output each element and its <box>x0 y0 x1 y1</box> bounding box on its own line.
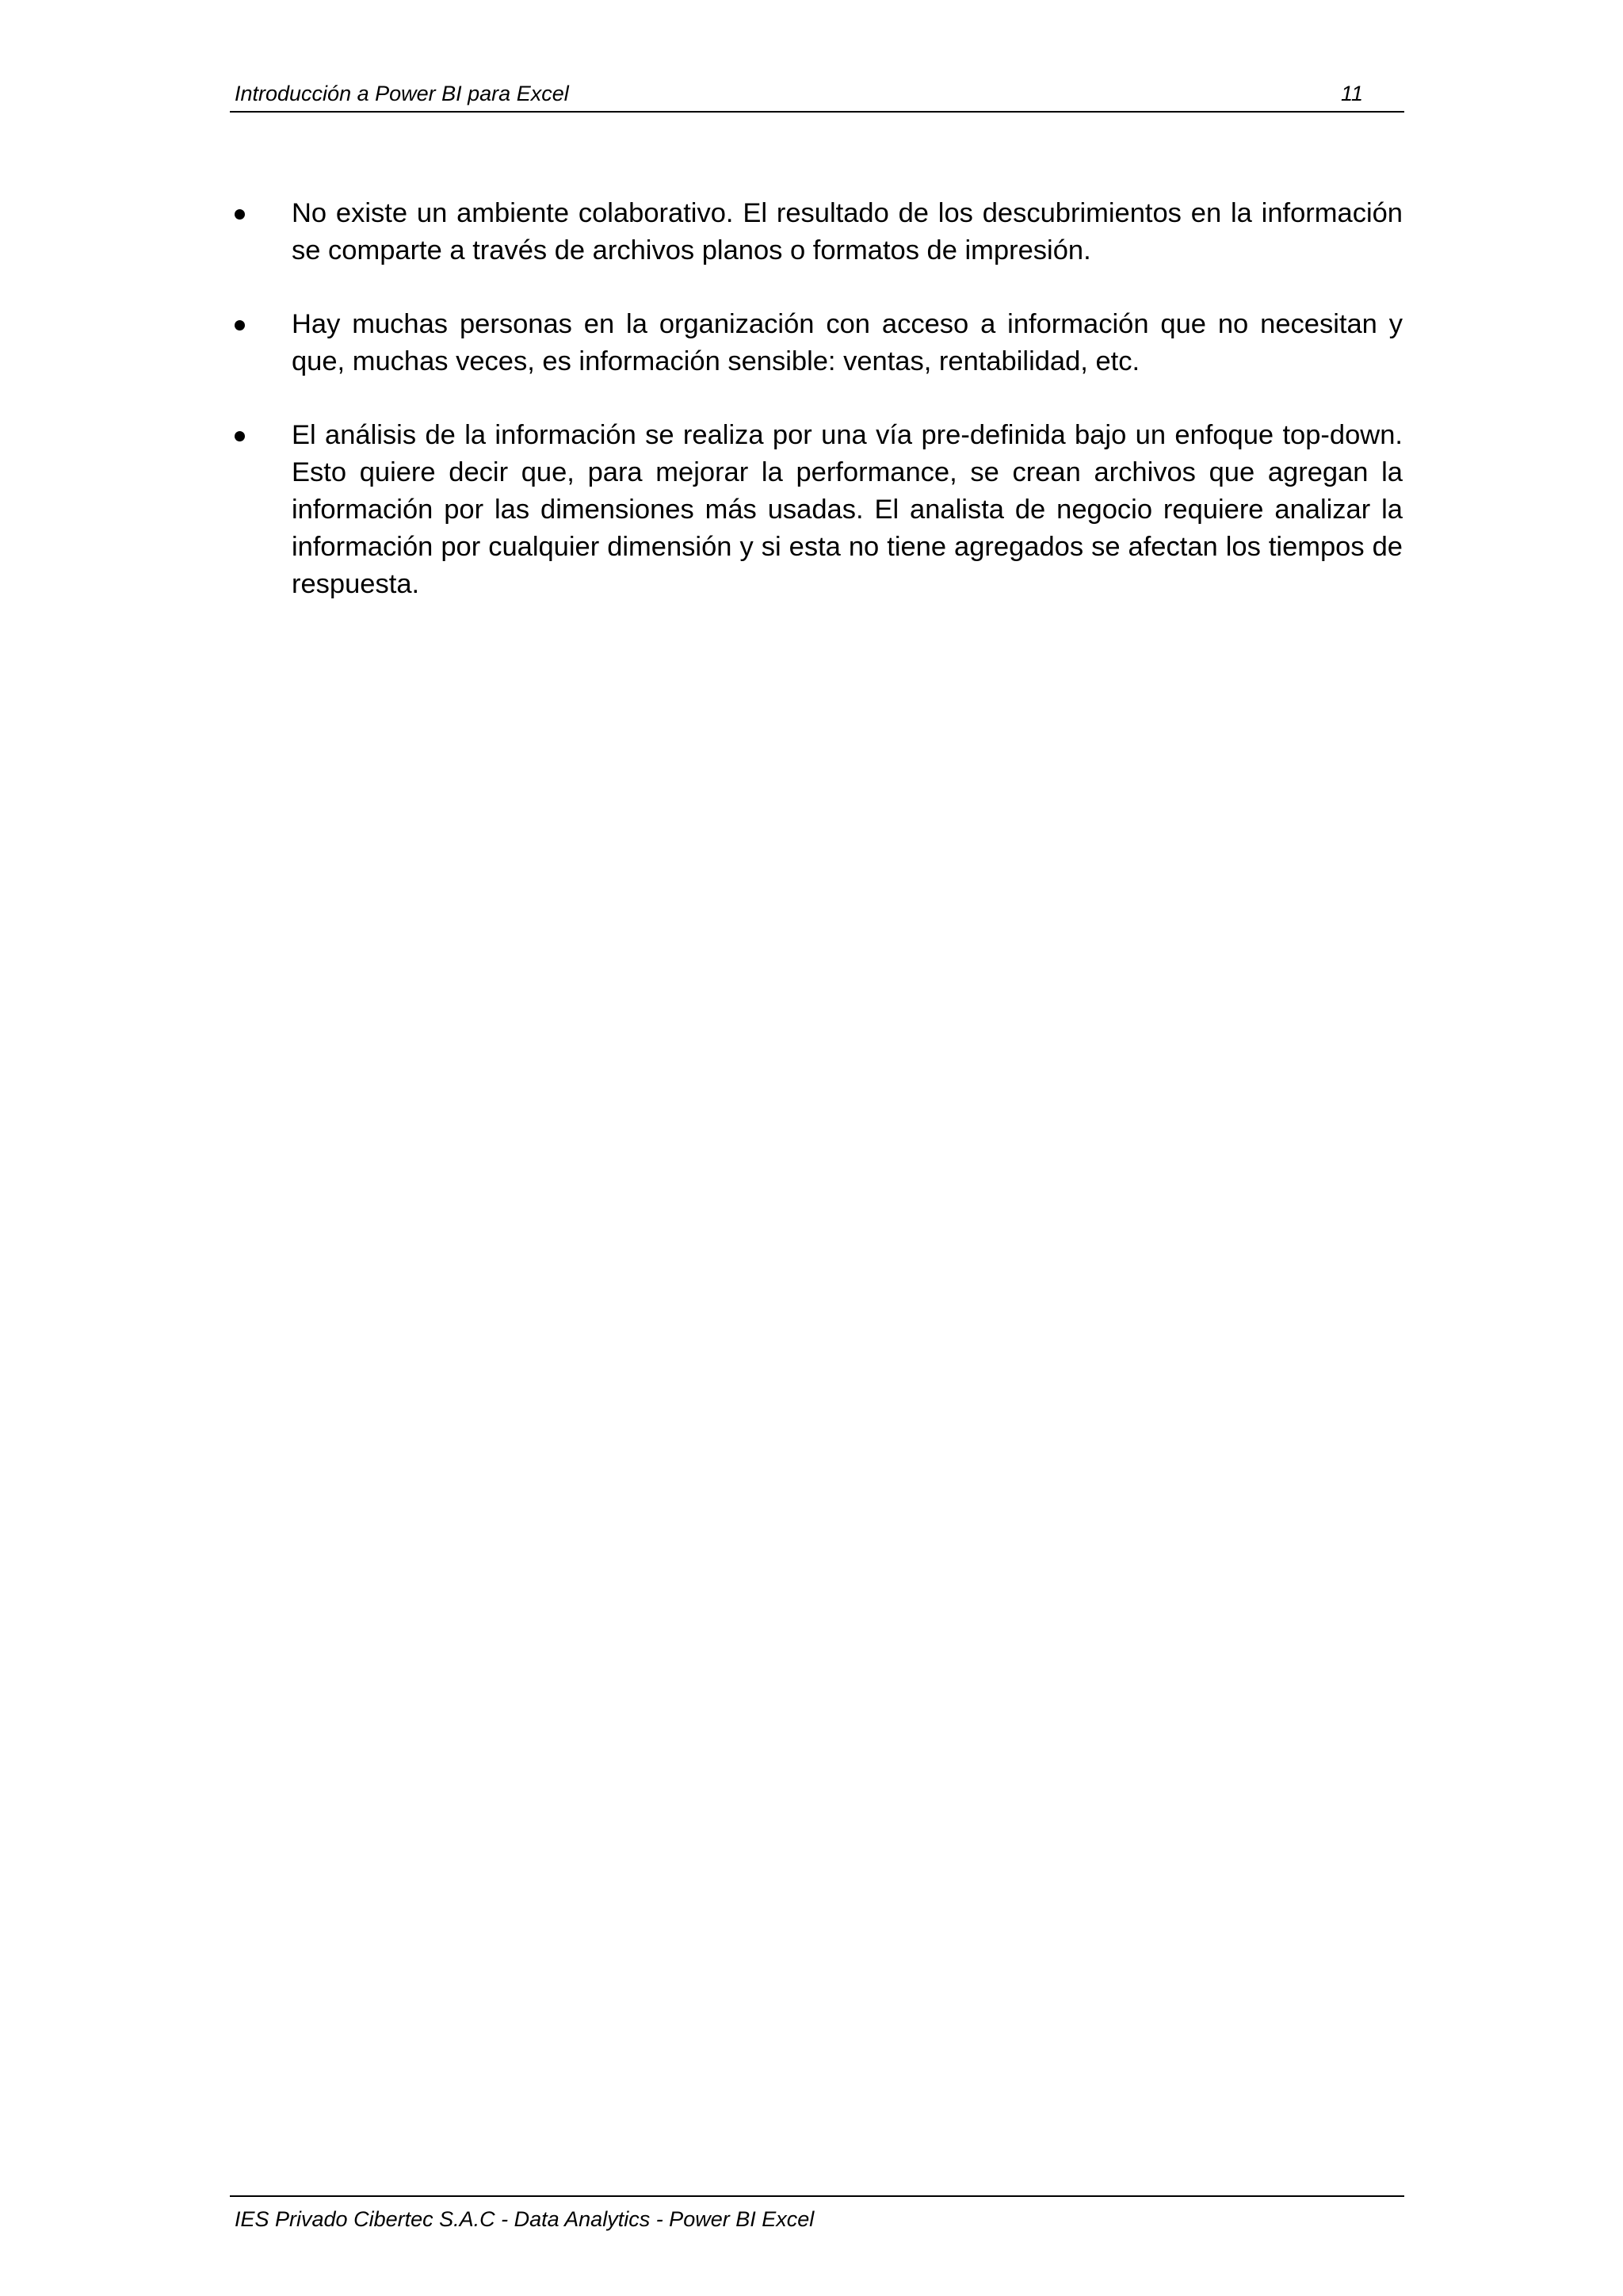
header-title: Introducción a Power BI para Excel <box>235 82 569 105</box>
bullet-text: El análisis de la información se realiza por una vía pre-definida bajo un enfoque top-down. Esto quiere decir que, para mejorar la performance, se crean archivos que agregan la información por las dimensiones más usadas. El analista de negocio requiere analizar la información por cualquier dimensión y si esta no tiene agregados se afectan los tiempos de respuesta. <box>292 420 1403 599</box>
page-header <box>230 76 1404 113</box>
bullet-icon <box>235 431 245 441</box>
bullet-item <box>230 195 1403 269</box>
page-number: 11 <box>1340 82 1363 105</box>
page-body <box>230 195 1403 640</box>
bullet-text: Hay muchas personas en la organización con acceso a información que no necesitan y que, muchas veces, es información sensible: ventas, rentabilidad, etc. <box>292 309 1403 376</box>
page-footer <box>230 2195 1404 2231</box>
bullet-item <box>230 306 1403 380</box>
bullet-icon <box>235 209 245 220</box>
footer-text: IES Privado Cibertec S.A.C - Data Analytics - Power BI Excel <box>235 2207 815 2231</box>
bullet-icon <box>235 320 245 330</box>
bullet-text: No existe un ambiente colaborativo. El resultado de los descubrimientos en la información se comparte a través de archivos planos o formatos de impresión. <box>292 198 1403 266</box>
bullet-item <box>230 417 1403 603</box>
